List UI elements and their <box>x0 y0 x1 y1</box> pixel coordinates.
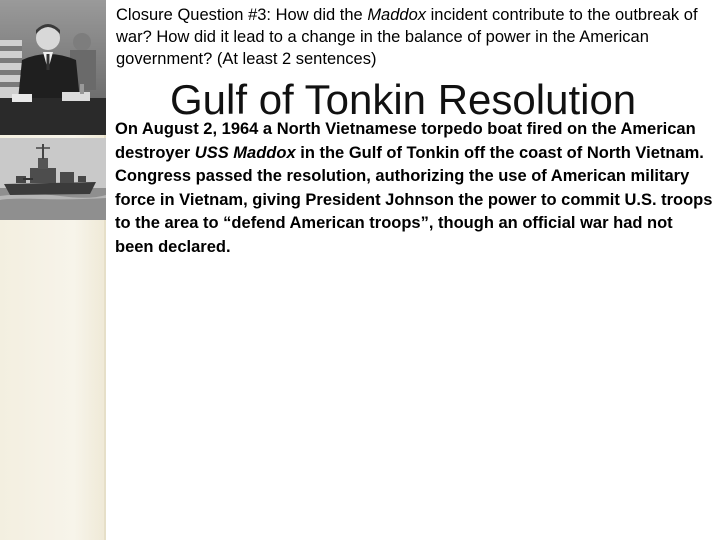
closure-question-part2: incident contribute to the outbreak of war? How did it lead to a change in the balance of power in the American government? (At least 2 sentences) <box>116 6 698 68</box>
closure-question-ship-name: Maddox <box>367 6 427 24</box>
navy-destroyer-photo <box>0 138 106 220</box>
president-at-desk-photo <box>0 0 106 135</box>
closure-question-part1: Closure Question #3: How did the <box>116 6 368 24</box>
body-part1: On August 2, 1964 a North Vietnamese torpedo boat fired on the American destroyer <box>115 120 696 162</box>
closure-question <box>116 4 706 70</box>
slide-body <box>115 118 715 259</box>
body-part2: in the Gulf of Tonkin off the coast of North Vietnam. Congress passed the resolution, authorizing the use of American military force in Vietnam, giving President Johnson the power to commit U.S. troops to the area to “defend American troops”, though an official war had not been declared. <box>115 143 713 256</box>
slide-title: Gulf of Tonkin Resolution <box>170 76 637 123</box>
body-ship-name: USS Maddox <box>194 143 296 162</box>
